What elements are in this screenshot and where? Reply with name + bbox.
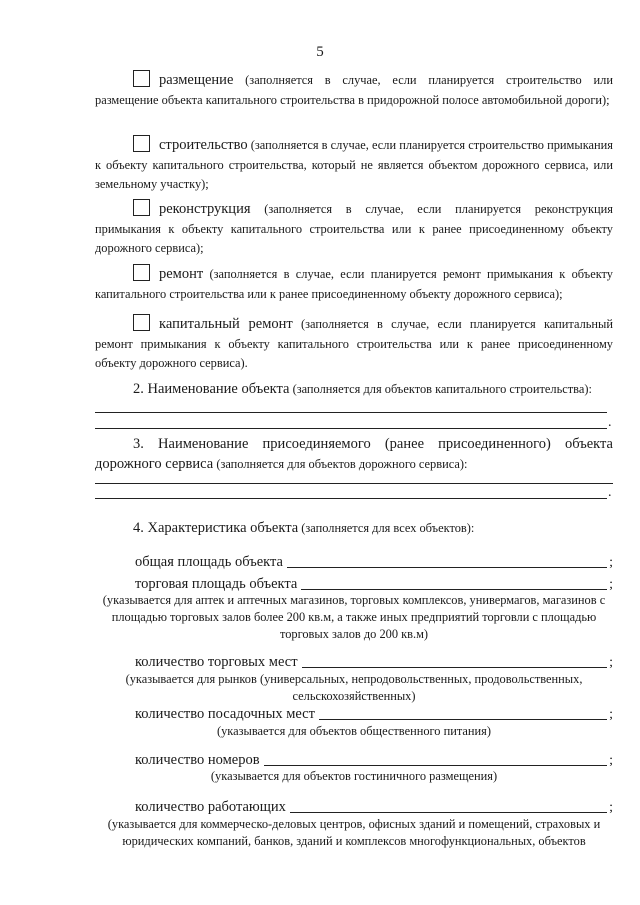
field-label: количество посадочных мест bbox=[135, 706, 315, 722]
option-label: размещение bbox=[159, 72, 234, 88]
total-area-input[interactable] bbox=[287, 567, 607, 568]
service-name-line-1[interactable] bbox=[95, 483, 613, 484]
field-trade-places bbox=[135, 651, 613, 671]
option-label: капитальный ремонт bbox=[159, 316, 293, 332]
field-end: ; bbox=[609, 753, 613, 768]
option-construction bbox=[95, 135, 613, 195]
object-name-line-2[interactable] bbox=[95, 428, 607, 429]
field-note: (указывается для объектов общественного питания) bbox=[216, 724, 492, 738]
option-label: реконструкция bbox=[159, 201, 251, 217]
section-2-heading bbox=[133, 379, 613, 399]
section-4-heading bbox=[133, 518, 613, 538]
field-label: общая площадь объекта bbox=[135, 554, 283, 570]
field-label: количество торговых мест bbox=[135, 654, 298, 670]
field-trade-area bbox=[135, 573, 613, 593]
option-text: (заполняется в случае, если планируется реконструкция примыкания к объекту капитального строительства или к ранее присоединенному объекту дорожного сервиса); bbox=[95, 202, 613, 255]
page-number: 5 bbox=[316, 44, 324, 60]
section-note: (заполняется для объектов капитального строительства): bbox=[289, 382, 592, 396]
option-placement bbox=[95, 70, 613, 110]
option-reconstruction bbox=[95, 199, 613, 259]
option-label: строительство bbox=[159, 137, 248, 153]
section-3-heading bbox=[95, 434, 613, 474]
checkbox-construction[interactable] bbox=[133, 135, 150, 152]
field-total-area bbox=[135, 551, 613, 571]
checkbox-repair[interactable] bbox=[133, 264, 150, 281]
checkbox-major-repair[interactable] bbox=[133, 314, 150, 331]
checkbox-reconstruction[interactable] bbox=[133, 199, 150, 216]
service-name-line-2[interactable] bbox=[95, 498, 607, 499]
line-end-dot: . bbox=[608, 485, 612, 500]
field-end: ; bbox=[609, 655, 613, 670]
object-name-line-1[interactable] bbox=[95, 412, 607, 413]
option-label: ремонт bbox=[159, 266, 204, 282]
checkbox-placement[interactable] bbox=[133, 70, 150, 87]
field-note: (указывается для объектов гостиничного размещения) bbox=[210, 769, 498, 783]
section-title: 3. Наименование присоединяемого (ранее присоединенного) объекта дорожного сервиса bbox=[95, 436, 613, 472]
field-note: (указывается для коммерческо-деловых центров, офисных зданий и помещений, страховых и юридических компаний, банков, зданий и комплексов многофункциональных, объектов bbox=[107, 817, 601, 848]
field-label: торговая площадь объекта bbox=[135, 576, 298, 592]
field-seats bbox=[135, 703, 613, 723]
trade-area-input[interactable] bbox=[301, 589, 607, 590]
field-note: (указывается для аптек и аптечных магазинов, торговых комплексов, универмагов, магазинов с площадью торговых залов более 200 кв.м, а также иных предприятий торговли с площадью торговых залов до 200 кв.м) bbox=[102, 593, 606, 641]
option-major-repair bbox=[95, 314, 613, 374]
section-title: 4. Характеристика объекта bbox=[133, 520, 299, 536]
field-rooms bbox=[135, 749, 613, 769]
section-note: (заполняется для объектов дорожного сервиса): bbox=[213, 457, 468, 471]
trade-places-input[interactable] bbox=[302, 667, 608, 668]
section-note: (заполняется для всех объектов): bbox=[298, 521, 475, 535]
field-end: ; bbox=[609, 707, 613, 722]
option-text: (заполняется в случае, если планируется ремонт примыкания к объекту капитального строительства или к ранее присоединенному объекту дорожного сервиса); bbox=[95, 267, 613, 301]
section-title: 2. Наименование объекта bbox=[133, 381, 290, 397]
field-end: ; bbox=[609, 555, 613, 570]
seats-input[interactable] bbox=[319, 719, 607, 720]
employees-input[interactable] bbox=[290, 812, 607, 813]
field-label: количество работающих bbox=[135, 799, 286, 815]
field-label: количество номеров bbox=[135, 752, 260, 768]
field-note: (указывается для рынков (универсальных, непродовольственных, продовольственных, сельскохозяйственных) bbox=[125, 672, 583, 703]
option-text: (заполняется в случае, если планируется капитальный ремонт примыкания к объекту капитального строительства или к ранее присоединенному объекту дорожного сервиса). bbox=[95, 317, 613, 370]
line-end-dot: . bbox=[608, 415, 612, 430]
option-repair bbox=[95, 264, 613, 304]
field-employees bbox=[135, 796, 613, 816]
rooms-input[interactable] bbox=[264, 765, 608, 766]
option-text: (заполняется в случае, если планируется строительство или размещение объекта капитального строительства в придорожной полосе автомобильной дороги); bbox=[95, 73, 613, 107]
field-end: ; bbox=[609, 577, 613, 592]
field-end: ; bbox=[609, 800, 613, 815]
option-text: (заполняется в случае, если планируется строительство примыкания к объекту капитального строительства, который не является объектом дорожного сервиса, или земельному участку); bbox=[95, 138, 613, 191]
